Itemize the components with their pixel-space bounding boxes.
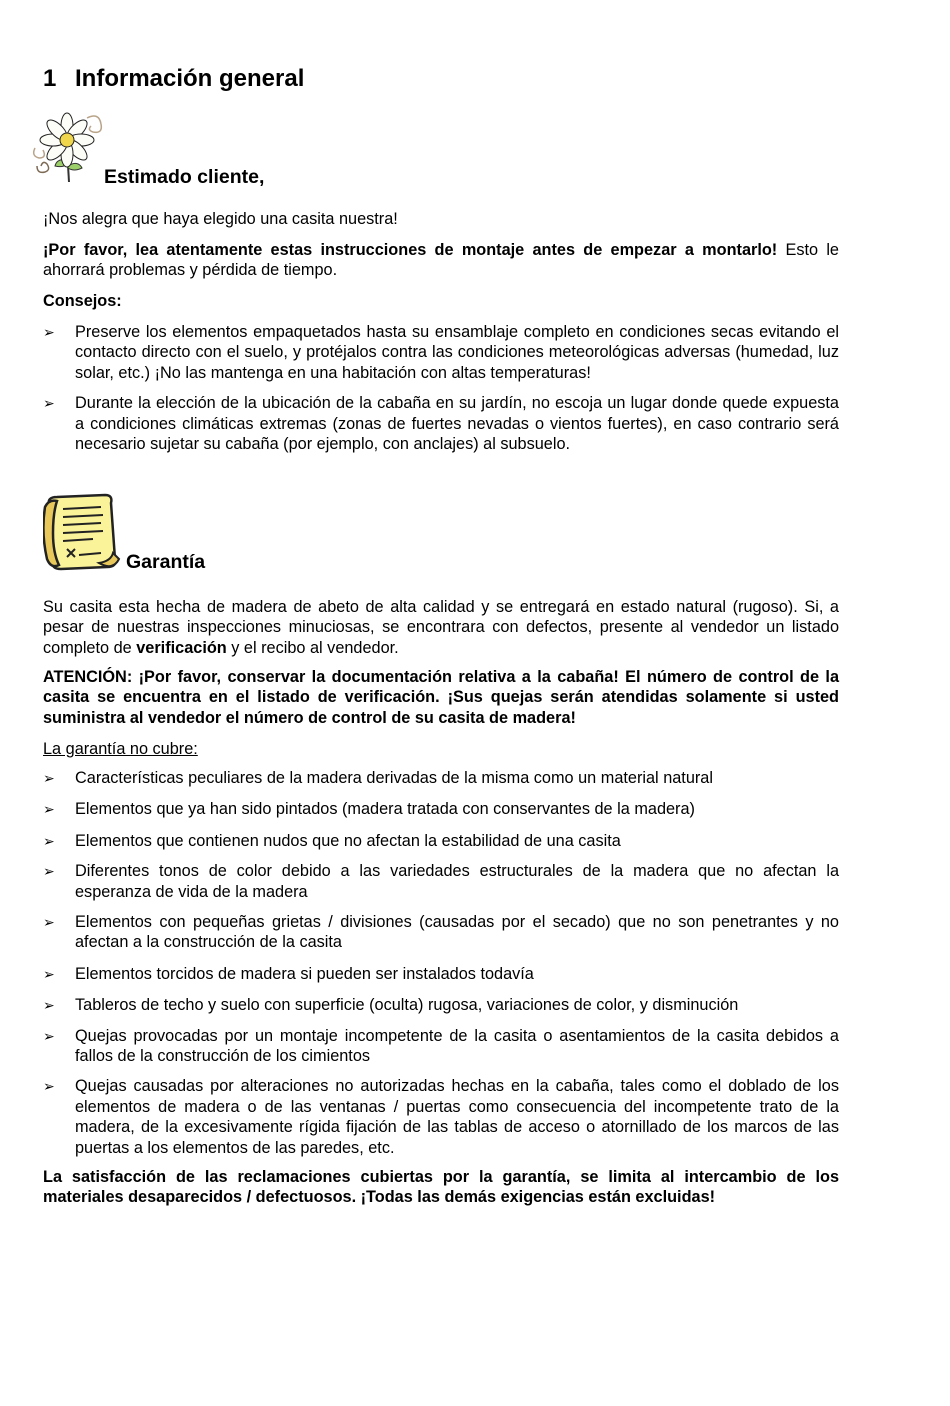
list-item-text: Elementos con pequeñas grietas / divisiones (causadas por el secado) que no son penetrantes y no afectan a la construcción de la casita xyxy=(75,913,839,952)
arrow-bullet-icon: ➢ xyxy=(43,1078,55,1095)
instruction-bold: ¡Por favor, lea atentamente estas instrucciones de montaje antes de empezar a montarlo! xyxy=(43,241,778,259)
closing-paragraph: La satisfacción de las reclamaciones cubiertas por la garantía, se limita al intercambio de los materiales desaparecidos / defectuosos. ¡Todas las demás exigencias están excluidas! xyxy=(43,1168,839,1207)
section-heading xyxy=(43,64,304,94)
list-item xyxy=(43,964,839,984)
arrow-bullet-icon: ➢ xyxy=(43,863,55,880)
list-item-text: Quejas provocadas por un montaje incompetente de la casita o asentamientos de la casita debidos a fallos de la construcción de los cimientos xyxy=(75,1026,839,1066)
warranty-intro-part1: Su casita esta hecha de madera de abeto de alta calidad y se entregará en estado natural (rugoso). Si, a pesar de nuestras inspecciones minuciosas, se encontrara con defectos, presente al vendedor un listado completo de xyxy=(43,598,839,657)
arrow-bullet-icon: ➢ xyxy=(43,1027,55,1044)
not-covered-title: La garantía no cubre: xyxy=(43,740,198,758)
list-item xyxy=(43,322,839,383)
list-item xyxy=(43,831,839,851)
arrow-bullet-icon: ➢ xyxy=(43,324,55,340)
arrow-bullet-icon: ➢ xyxy=(43,832,55,849)
instruction-paragraph xyxy=(43,240,839,281)
arrow-bullet-icon: ➢ xyxy=(43,914,55,931)
list-item xyxy=(43,861,839,902)
list-item xyxy=(43,393,839,454)
list-item-text: Elementos que contienen nudos que no afectan la estabilidad de una casita xyxy=(75,831,621,850)
arrow-bullet-icon: ➢ xyxy=(43,965,55,982)
warranty-intro-bold: verificación xyxy=(136,638,227,657)
scroll-document-icon xyxy=(43,493,123,571)
warranty-heading: Garantía xyxy=(126,551,206,573)
not-covered-list xyxy=(43,768,839,1158)
section-title: Información general xyxy=(75,65,305,92)
list-item-text: Elementos que ya han sido pintados (madera tratada con conservantes de la madera) xyxy=(75,800,695,819)
list-item xyxy=(43,995,839,1015)
list-item xyxy=(43,799,839,819)
arrow-bullet-icon: ➢ xyxy=(43,997,55,1014)
tip-text: Preserve los elementos empaquetados hasta su ensamblaje completo en condiciones secas evitando el contacto directo con el suelo, y protéjalos contra las condiciones meteorológicas adversas (humedad, luz solar, etc.) ¡No las mantenga en una habitación con altas temperaturas! xyxy=(75,323,839,382)
list-item-text: Elementos torcidos de madera si pueden ser instalados todavía xyxy=(75,964,534,983)
tips-title: Consejos: xyxy=(43,292,122,310)
list-item xyxy=(43,1026,839,1067)
section-number: 1 xyxy=(43,65,57,92)
list-item-text: Características peculiares de la madera derivadas de la misma como un material natural xyxy=(75,769,713,787)
attention-paragraph: ATENCIÓN: ¡Por favor, conservar la documentación relativa a la cabaña! El número de control de la casita se encuentra en el listado de verificación. ¡Sus quejas serán atendidas solamente si usted suministra al vendedor el número de control de su casita de madera! xyxy=(43,668,839,727)
list-item-text: Quejas causadas por alteraciones no autorizadas hechas en la cabaña, tales como el doblado de los elementos de madera o de las ventanas / puertas como consecuencia del incompetente trato de la madera, de la excesivamente rígida fijación de las tablas de acceso o atornillado de los marcos de las puertas a los elementos de las paredes, etc. xyxy=(75,1077,839,1157)
tip-text: Durante la elección de la ubicación de la cabaña en su jardín, no escoja un lugar donde quede expuesta a condiciones climáticas extremas (zonas de fuertes nevadas o vientos fuertes), en caso contrario será necesario sujetar su cabaña (por ejemplo, con anclajes) al subsuelo. xyxy=(75,394,839,454)
greeting-heading: Estimado cliente, xyxy=(104,166,265,188)
warranty-intro-part2: y el recibo al vendedor. xyxy=(226,638,399,657)
warranty-intro xyxy=(43,597,839,658)
daisy-flower-icon xyxy=(27,108,107,184)
tips-list xyxy=(43,322,839,454)
arrow-bullet-icon: ➢ xyxy=(43,770,55,786)
list-item-text: Diferentes tonos de color debido a las variedades estructurales de la madera que no afectan la esperanza de vida de la madera xyxy=(75,862,839,901)
list-item-text: Tableros de techo y suelo con superficie (oculta) rugosa, variaciones de color, y disminución xyxy=(75,996,739,1015)
welcome-text: ¡Nos alegra que haya elegido una casita nuestra! xyxy=(43,210,398,228)
list-item xyxy=(43,1076,839,1158)
instruction-rest: Esto le ahorrará problemas y pérdida de tiempo. xyxy=(43,241,839,280)
arrow-bullet-icon: ➢ xyxy=(43,395,55,412)
arrow-bullet-icon: ➢ xyxy=(43,801,55,818)
list-item xyxy=(43,768,839,788)
list-item xyxy=(43,912,839,953)
